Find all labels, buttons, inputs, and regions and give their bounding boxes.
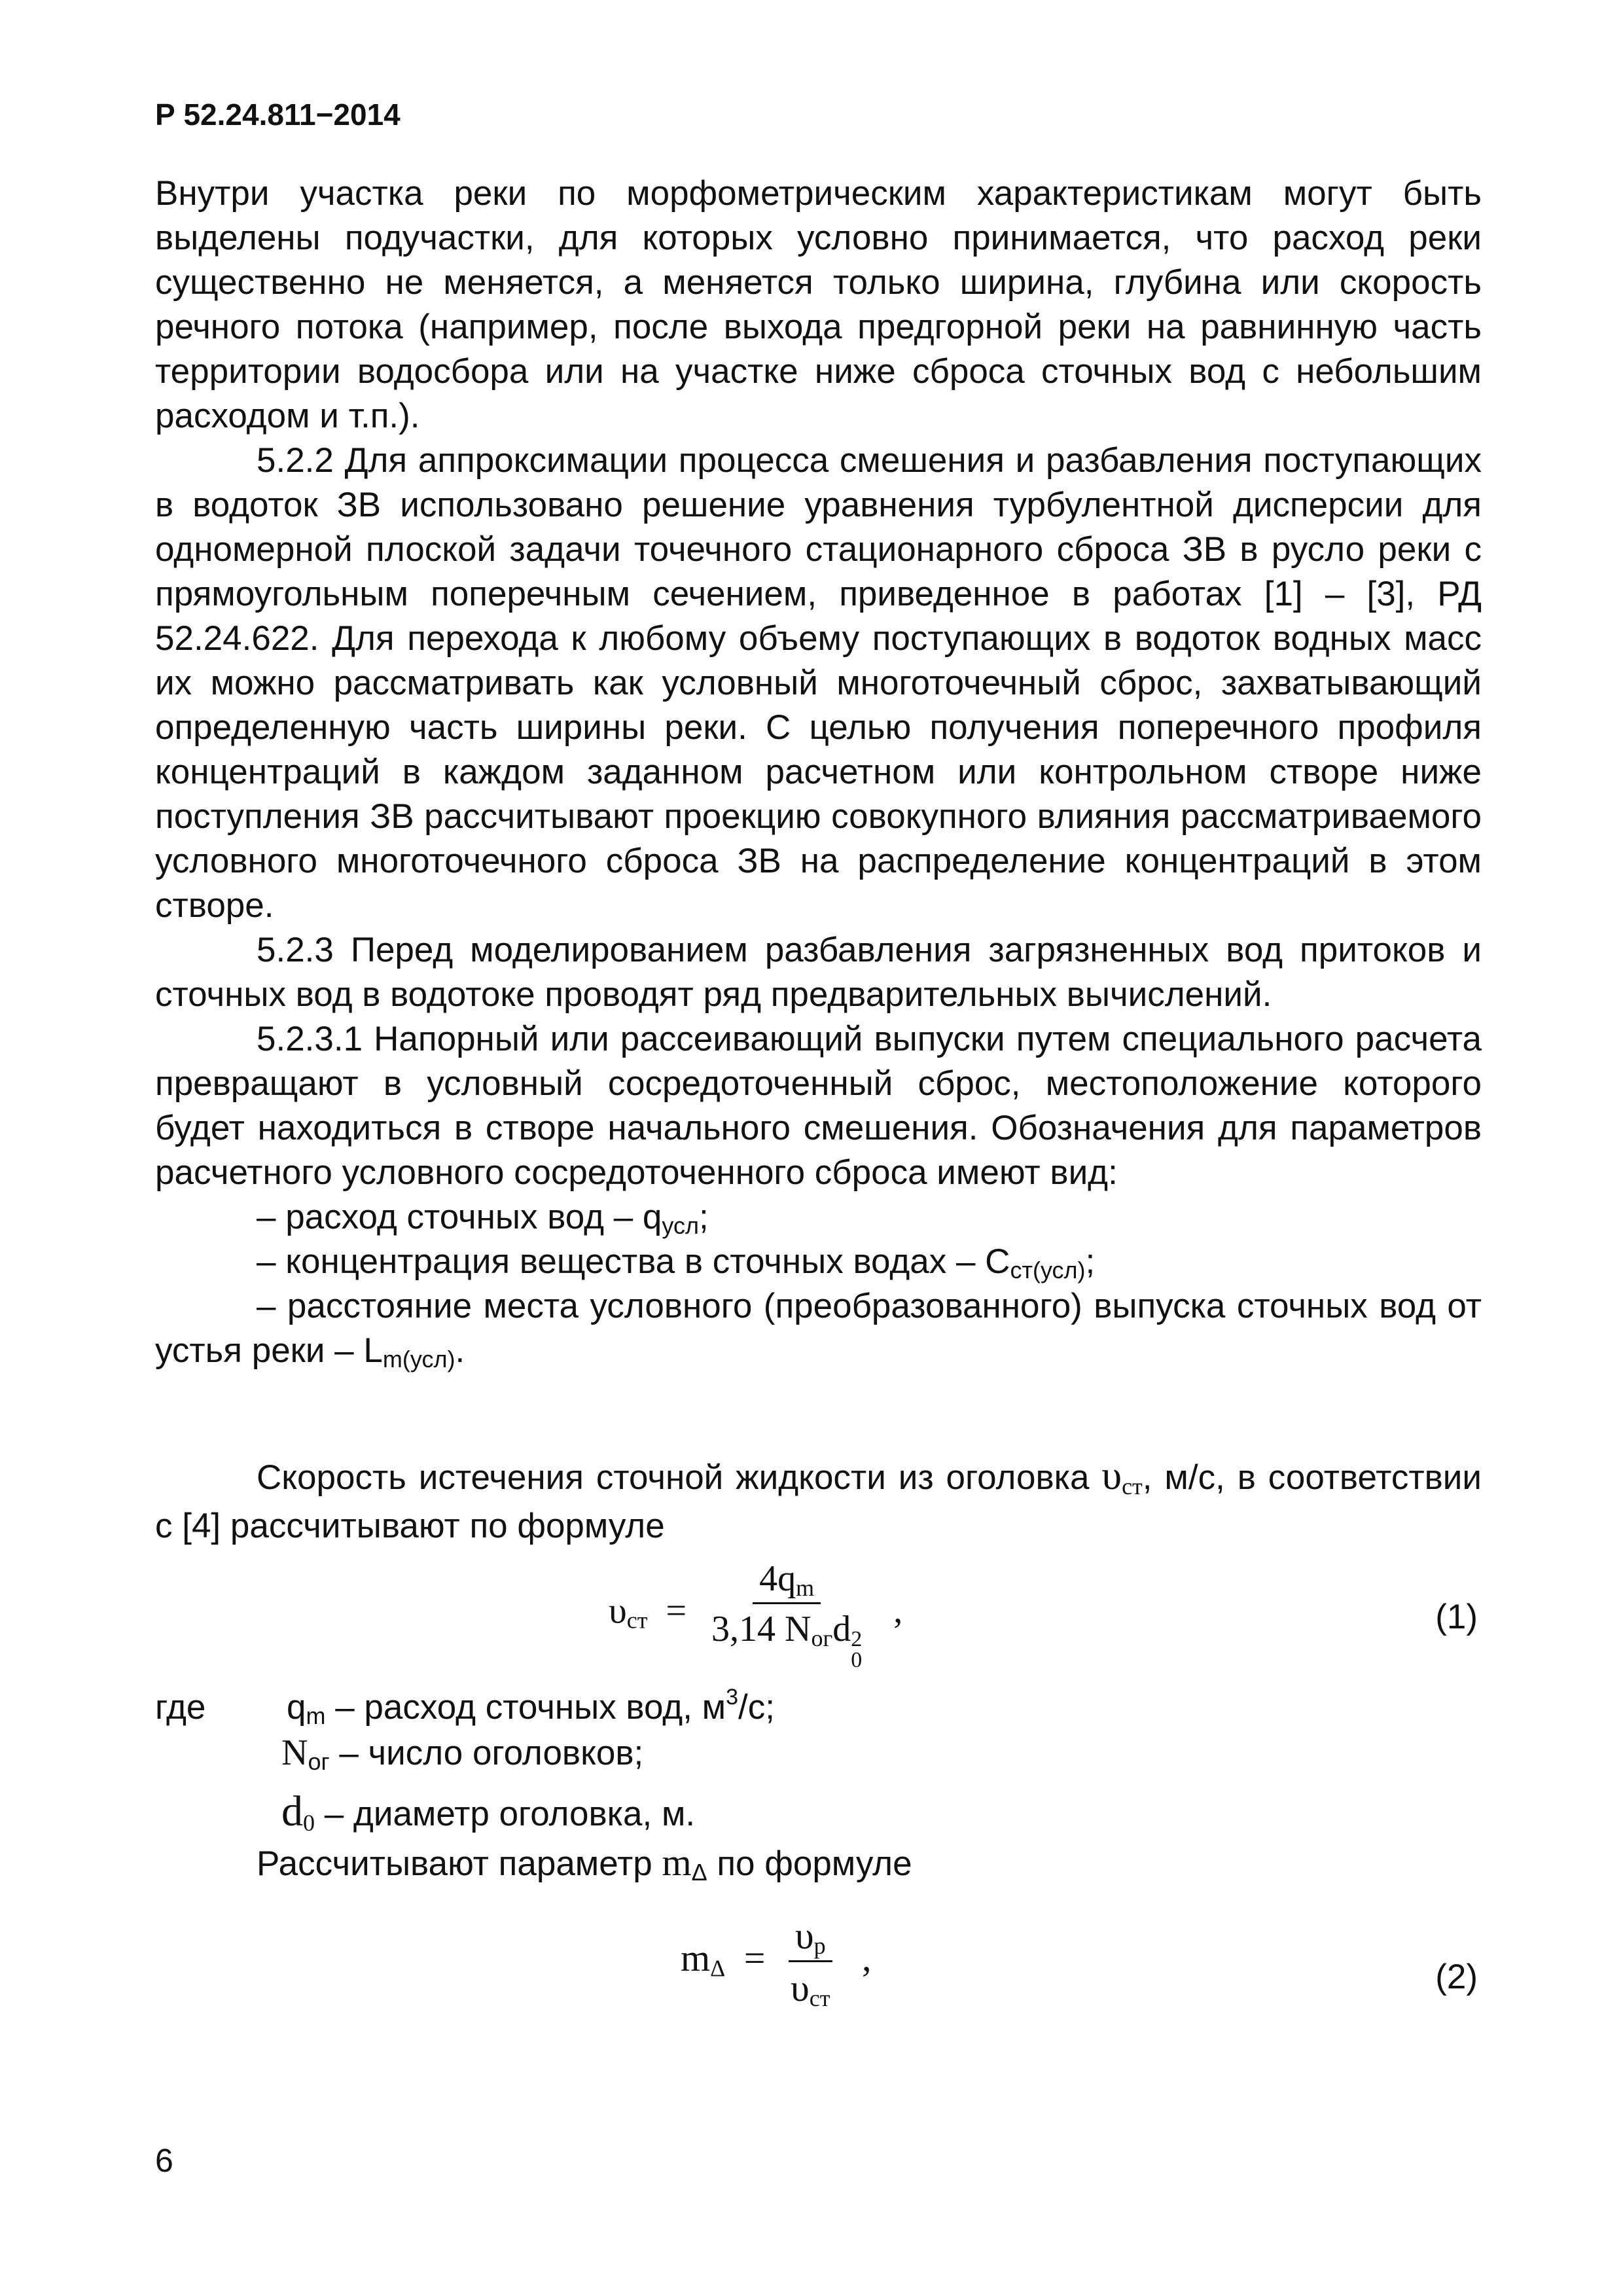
formula-1: $\upsilon_{ст}$ = $4q_m$ 3,14 $N_{ог}d$ 2 0 , xyxy=(609,1558,903,1672)
where-d: $d_0$ – диаметр оголовка, м. xyxy=(281,1787,696,1836)
velocity-sentence: Скорость истечения сточной жидкости из оголовка $\upsilon_{ст}$, м/с, в соответствии с [4] рассчитывают по формуле xyxy=(155,1454,1482,1545)
equation-number-2: (2) xyxy=(1435,1958,1478,1996)
velocity-symbol: υ xyxy=(1101,1454,1122,1498)
list-item-concentration: – концентрация вещества в сточных водах – $С_{ст(усл)}$; xyxy=(257,1242,1096,1283)
paragraph-intro: Внутри участка реки по морфометрическим характеристикам могут быть выделены подучастки, для которых условно принимается, что расход реки существенно не меняется, а меняется только ширина, глубина или скорость речного потока (например, после выхода предгорной реки на равнинную часть территории водосбора или на участке ниже сброса сточных вод с небольшим расходом и т.п.). xyxy=(155,174,1482,435)
where-N: $N_{ог}$ – число оголовков; xyxy=(281,1732,644,1775)
main-text-top xyxy=(155,171,1482,1373)
list-item-distance: – расстояние места условного (преобразованного) выпуска сточных вод от устья реки – $L_{m(усл)}$. xyxy=(155,1287,1482,1372)
formula-2-fraction: $\frac{\upsilon_р}{\upsilon_{ст}}$ xyxy=(784,1914,836,2010)
formula-2: $m_\Delta$ = $\frac{\upsilon_р}{\upsilon_{ст}}$ , xyxy=(681,1914,872,2011)
formula-1-fraction: $4q_m$ 3,14 $N_{ог}d$ 2 0 xyxy=(711,1558,863,1672)
list-item-flow: – расход сточных вод – $q_{усл}$; xyxy=(257,1198,709,1239)
paragraph-5-2-3: 5.2.3 Перед моделированием разбавления загрязненных вод притоков и сточных вод в водотоке проводят ряд предварительных вычислений. xyxy=(155,931,1482,1014)
paragraph-5-2-2: 5.2.2 Для аппроксимации процесса смешения и разбавления поступающих в водоток ЗВ использовано решение уравнения турбулентной дисперсии для одномерной плоской задачи точечного стационарного сброса ЗВ в русло реки с прямоугольным поперечным сечением, приведенное в работах [1] – [3], РД 52.24.622. Для перехода к любому объему поступающих в водоток водных масс их можно рассматривать как условный многоточечный сброс, захватывающий определенную часть ширины реки. С целью получения поперечного профиля концентраций в каждом заданном расчетном или контрольном створе ниже поступления ЗВ рассчитывают проекцию совокупного влияния рассматриваемого условного многоточечного сброса ЗВ на распределение концентраций в этом створе. xyxy=(155,441,1482,925)
param-symbol: m xyxy=(662,1841,692,1884)
equation-number-1: (1) xyxy=(1435,1598,1478,1636)
page-number: 6 xyxy=(155,2142,173,2179)
where-label: где xyxy=(155,1688,206,1727)
param-sentence: Рассчитывают параметр $m_\Delta$ по формуле xyxy=(257,1841,912,1886)
where-q: $q_m$ – расход сточных вод, $м^3/с$; xyxy=(287,1685,775,1729)
paragraph-5-2-3-1: 5.2.3.1 Напорный или рассеивающий выпуски путем специального расчета превращают в условный сосредоточенный сброс, местоположение которого будет находиться в створе начального смешения. Обозначения для параметров расчетного условного сосредоточенного сброса имеют вид: xyxy=(155,1020,1482,1192)
document-number: Р 52.24.811−2014 xyxy=(155,98,401,132)
